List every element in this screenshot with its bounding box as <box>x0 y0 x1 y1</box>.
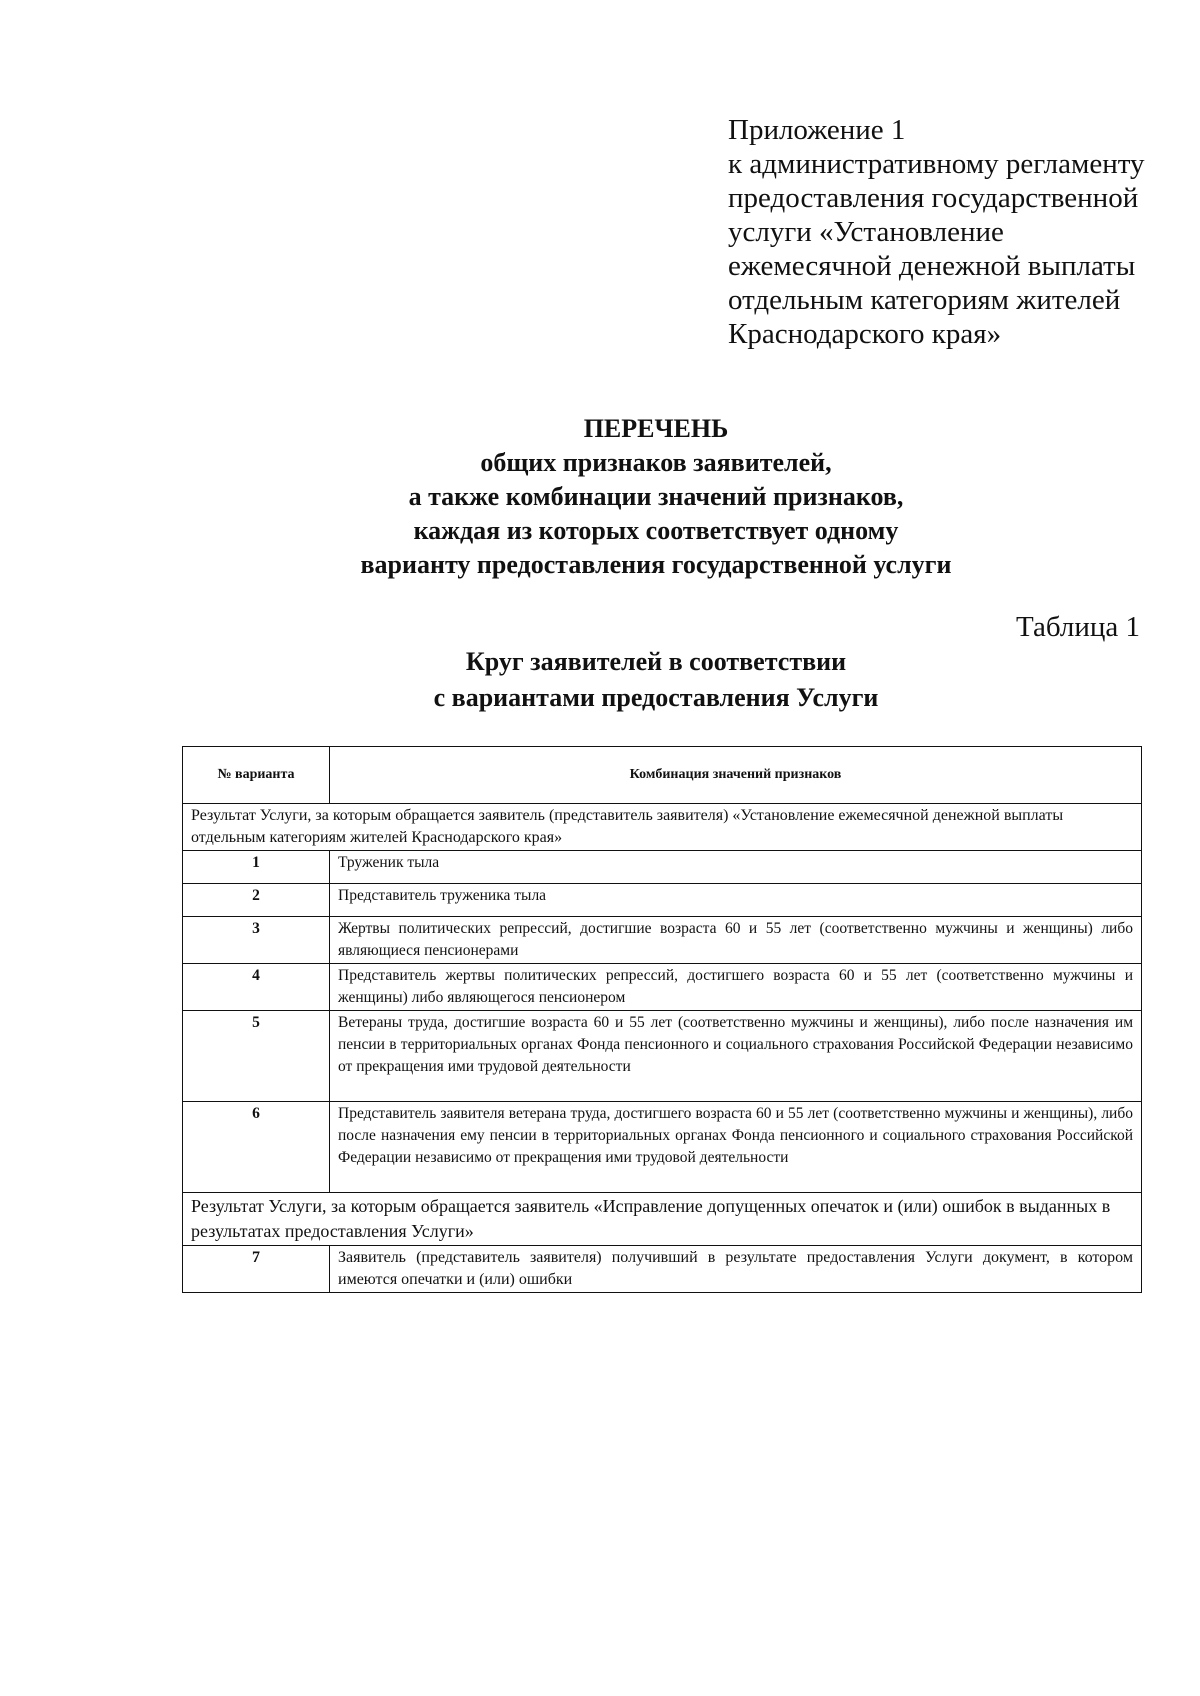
variant-number: 3 <box>183 917 330 964</box>
variant-number: 2 <box>183 884 330 917</box>
heading-line: варианту предоставления государственной услуги <box>360 550 952 579</box>
appendix-line: к административному регламенту <box>728 148 1145 180</box>
table-row <box>183 964 1142 1011</box>
variant-description: Жертвы политических репрессий, достигшие возраста 60 и 55 лет (соответственно мужчины и женщины) либо являющиеся пенсионерами <box>330 917 1142 964</box>
heading-title: ПЕРЕЧЕНЬ <box>583 414 729 443</box>
variant-number: 5 <box>183 1011 330 1102</box>
heading-line: каждая из которых соответствует одному <box>413 516 899 545</box>
table-caption-line: с вариантами предоставления Услуги <box>433 683 879 712</box>
appendix-line: предоставления государственной <box>728 182 1139 214</box>
appendix-line: Приложение 1 <box>728 114 906 146</box>
group-result-text: Результат Услуги, за которым обращается заявитель (представитель заявителя) «Установление ежемесячной денежной выплаты отдельным категориям жителей Краснодарского края» <box>183 804 1142 851</box>
group-result-row <box>183 1193 1142 1246</box>
variant-description: Представитель жертвы политических репрессий, достигшего возраста 60 и 55 лет (соответственно мужчины и женщины) либо являющегося пенсионером <box>330 964 1142 1011</box>
variant-number: 4 <box>183 964 330 1011</box>
table-caption <box>400 644 912 716</box>
table-caption-line: Круг заявителей в соответствии <box>465 647 847 676</box>
appendix-line: ежемесячной денежной выплаты <box>728 250 1136 282</box>
variant-description: Представитель заявителя ветерана труда, достигшего возраста 60 и 55 лет (соответственно мужчины и женщины), либо после назначения ему пенсии в территориальных органах Фонда пенсионного и социального страхования Российской Федерации независимо от прекращения ими трудовой деятельности <box>330 1102 1142 1193</box>
table-row <box>183 1102 1142 1193</box>
table-header-row <box>183 747 1142 804</box>
heading-line: общих признаков заявителей, <box>480 448 832 477</box>
table-row <box>183 851 1142 884</box>
variant-description: Труженик тыла <box>330 851 1142 884</box>
variants-table <box>182 746 1142 1293</box>
table-number-label: Таблица 1 <box>1015 611 1140 643</box>
heading-line: а также комбинации значений признаков, <box>408 482 904 511</box>
variant-description: Заявитель (представитель заявителя) получивший в результате предоставления Услуги документ, в котором имеются опечатки и (или) ошибки <box>330 1246 1142 1293</box>
variant-description: Ветераны труда, достигшие возраста 60 и 55 лет (соответственно мужчины и женщины), либо после назначения им пенсии в территориальных органах Фонда пенсионного и социального страхования Российской Федерации независимо от прекращения ими трудовой деятельности <box>330 1011 1142 1102</box>
variant-number: 7 <box>183 1246 330 1293</box>
table-row <box>183 917 1142 964</box>
variant-number: 6 <box>183 1102 330 1193</box>
variant-number: 1 <box>183 851 330 884</box>
table-row <box>183 1011 1142 1102</box>
header-combination: Комбинация значений признаков <box>330 747 1142 804</box>
variant-description: Представитель труженика тыла <box>330 884 1142 917</box>
appendix-line: Краснодарского края» <box>728 318 1002 350</box>
appendix-note <box>728 113 1168 351</box>
table-row <box>183 1246 1142 1293</box>
appendix-line: отдельным категориям жителей <box>728 284 1121 316</box>
group-result-row <box>183 804 1142 851</box>
header-variant-number: № варианта <box>183 747 330 804</box>
table-row <box>183 884 1142 917</box>
group-result-text: Результат Услуги, за которым обращается заявитель «Исправление допущенных опечаток и (или) ошибок в выданных в результатах предоставления Услуги» <box>183 1193 1142 1246</box>
appendix-line: услуги «Установление <box>728 216 1004 248</box>
document-heading <box>320 412 992 582</box>
